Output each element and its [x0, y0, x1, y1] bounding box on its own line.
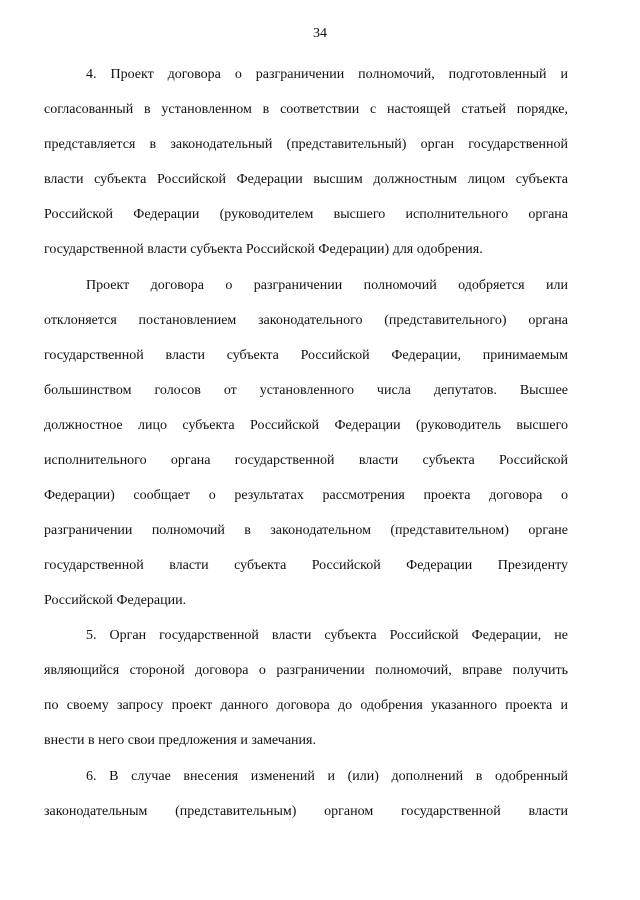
paragraph-2-line-3: государственной власти субъекта Российской Федерации, принимаемым — [44, 348, 568, 363]
paragraph-3-line-1: 5. Орган государственной власти субъекта Российской Федерации, не — [86, 628, 568, 643]
paragraph-2-line-1: Проект договора о разграничении полномочий одобряется или — [86, 278, 568, 293]
paragraph-1-line-3: представляется в законодательный (представительный) орган государственной — [44, 137, 568, 152]
paragraph-1-line-5: Российской Федерации (руководителем высшего исполнительного органа — [44, 207, 568, 222]
paragraph-1-line-6: государственной власти субъекта Российской Федерации) для одобрения. — [44, 242, 483, 257]
paragraph-1-line-2: согласованный в установленном в соответствии с настоящей статьей порядке, — [44, 102, 568, 117]
paragraph-3-line-3: по своему запросу проект данного договора до одобрения указанного проекта и — [44, 698, 568, 713]
paragraph-4-line-2: законодательным (представительным) органом государственной власти — [44, 804, 568, 819]
paragraph-4-line-1: 6. В случае внесения изменений и (или) дополнений в одобренный — [86, 769, 568, 784]
paragraph-1-line-4: власти субъекта Российской Федерации высшим должностным лицом субъекта — [44, 172, 568, 187]
paragraph-3-line-2: являющийся стороной договора о разграничении полномочий, вправе получить — [44, 663, 568, 678]
paragraph-2-line-6: исполнительного органа государственной власти субъекта Российской — [44, 453, 568, 468]
paragraph-2-line-10: Российской Федерации. — [44, 593, 187, 608]
paragraph-2-line-4: большинством голосов от установленного числа депутатов. Высшее — [44, 383, 568, 398]
paragraph-1-line-1: 4. Проект договора о разграничении полномочий, подготовленный и — [86, 67, 568, 82]
paragraph-2-line-9: государственной власти субъекта Российской Федерации Президенту — [44, 558, 568, 573]
paragraph-2-line-7: Федерации) сообщает о результатах рассмотрения проекта договора о — [44, 488, 568, 503]
page-number: 34 — [313, 26, 327, 41]
paragraph-2-line-8: разграничении полномочий в законодательном (представительном) органе — [44, 523, 568, 538]
paragraph-2-line-5: должностное лицо субъекта Российской Федерации (руководитель высшего — [44, 418, 568, 433]
paragraph-2-line-2: отклоняется постановлением законодательного (представительного) органа — [44, 313, 568, 328]
paragraph-3-line-4: внести в него свои предложения и замечания. — [44, 733, 316, 748]
